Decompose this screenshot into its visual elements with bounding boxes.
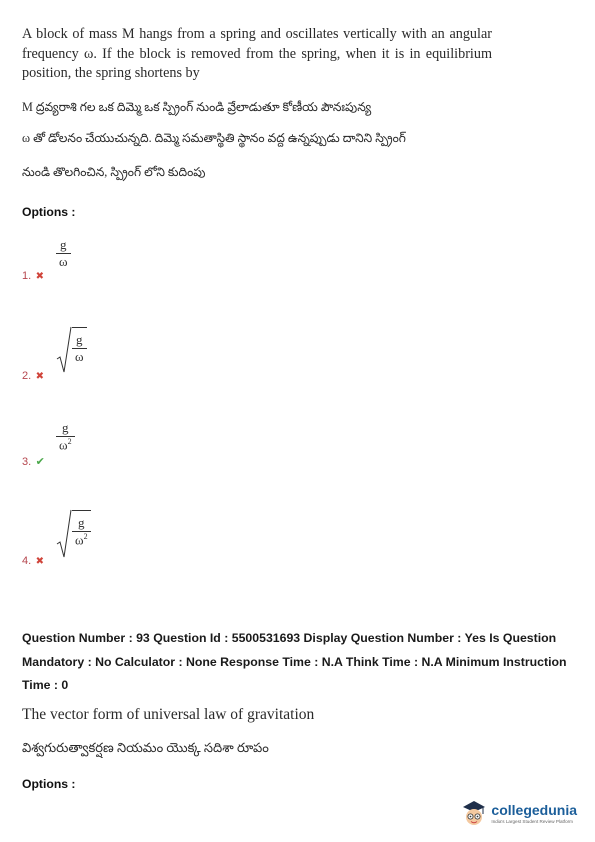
- collegedunia-logo: [460, 798, 577, 828]
- metadata-line-3: Time : 0: [22, 678, 69, 692]
- fraction: [72, 332, 87, 365]
- metadata-line-2: Mandatory : No Calculator : None Response Time : N.A Think Time : N.A Minimum Instruction: [22, 654, 567, 669]
- denominator-base: ω: [59, 437, 68, 453]
- option-3-marker: [22, 452, 45, 470]
- option-2-formula: [56, 326, 87, 376]
- option-number: 2.: [22, 370, 32, 382]
- wrong-mark-icon: ✖: [35, 271, 45, 282]
- wrong-mark-icon: ✖: [35, 556, 45, 567]
- question-93-text-english: The vector form of universal law of gravitation: [22, 706, 315, 723]
- denominator: ω: [56, 253, 71, 270]
- metadata-line-1: Question Number : 93 Question Id : 5500531693 Display Question Number : Yes Is Question: [22, 631, 557, 645]
- option-number: 4.: [22, 555, 32, 567]
- denominator: ω: [72, 348, 87, 365]
- option-3-formula: [56, 420, 75, 454]
- logo-wordmark: collegedunia: [491, 801, 577, 818]
- correct-check-icon: ✔: [35, 456, 45, 468]
- question-text-telugu-line-3: నుండి తొలగించిన, స్ప్రింగ్ లోని కుదింపు: [22, 165, 206, 179]
- question-text-telugu-line-2: ω తో డోలనం చేయుచున్నది. దిమ్మె సమతాస్థితి స్థానం వద్ద ఉన్నప్పుడు దానిని స్ప్రింగ్: [22, 131, 406, 145]
- numerator: g: [62, 420, 69, 435]
- option-2-marker: [22, 366, 44, 384]
- option-1-marker: [22, 266, 44, 284]
- options-label: Options :: [22, 205, 76, 219]
- wrong-mark-icon: ✖: [35, 371, 45, 382]
- question-text-english: A block of mass M hangs from a spring and oscillates vertically with an angular frequency ω. If the block is removed from the spring, when it is in equilibrium position, the spring shortens by: [22, 26, 492, 81]
- fraction: [72, 515, 91, 548]
- fraction: [56, 420, 75, 453]
- logo-tagline: India's Largest Student Review Platform: [491, 818, 573, 824]
- option-number: 1.: [22, 270, 32, 282]
- numerator: g: [60, 237, 67, 252]
- exponent: 2: [83, 532, 88, 541]
- options-label-93: Options :: [22, 777, 76, 791]
- option-1-formula: [56, 237, 71, 271]
- exponent: 2: [67, 437, 72, 446]
- mascot-icon: [460, 798, 488, 828]
- option-4-marker: [22, 551, 44, 569]
- question-text-telugu-line-1: M ద్రవ్యరాశి గల ఒక దిమ్మె ఒక స్ప్రింగ్ నుండి వ్రేలాడుతూ కోణీయ పౌనఃపున్య: [22, 100, 372, 114]
- question-93-text-telugu: విశ్వగురుత్వాకర్షణ నియమం యొక్క సదిశా రూపం: [22, 740, 269, 755]
- numerator: g: [78, 515, 85, 530]
- question-metadata: [22, 627, 577, 698]
- square-root-icon: [56, 326, 72, 376]
- denominator: [56, 436, 75, 453]
- option-4-formula: [56, 509, 91, 561]
- numerator: g: [76, 332, 83, 347]
- fraction: [56, 237, 71, 270]
- option-number: 3.: [22, 456, 32, 468]
- square-root-icon: [56, 509, 72, 561]
- denominator: [72, 531, 91, 548]
- denominator-base: ω: [75, 532, 84, 548]
